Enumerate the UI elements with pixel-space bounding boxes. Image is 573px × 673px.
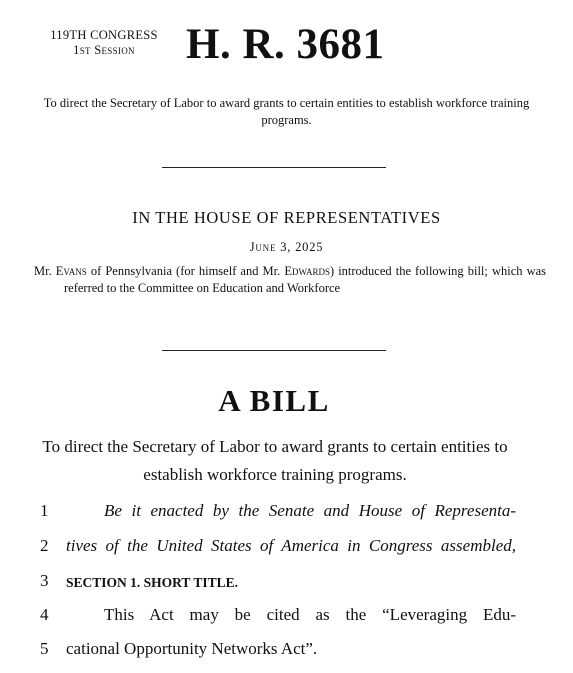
congress-session-block [34,28,174,58]
sponsor-middle: of Pennsylvania (for himself and Mr. [86,264,285,278]
section-text-line: cational Opportunity Networks Act”. [66,639,318,658]
bill-heading: A BILL [218,383,330,418]
section-text-line: This Act may be cited as the “Leveraging Edu- [104,605,516,624]
divider-top [162,167,386,168]
bill-line [0,639,573,673]
introduction-paragraph [34,263,546,297]
divider-bottom [162,350,386,351]
bill-line [0,605,573,639]
bill-number: H. R. 3681 [186,21,385,68]
cosponsor-name: Edwards [284,264,330,278]
bill-line [0,536,573,570]
session-label: 1st Session [73,43,135,57]
line-number: 5 [40,639,49,658]
long-title: To direct the Secretary of Labor to award grants to certain entities to establish workforce training programs. [42,437,508,484]
chamber-heading: IN THE HOUSE OF REPRESENTATIVES [132,208,441,227]
purpose-summary: To direct the Secretary of Labor to award grants to certain entities to establish workforce training programs. [43,96,530,127]
referral-text: ) introduced the following bill; which was referred to the Committee on Education and Workforce [64,264,547,295]
line-number: 2 [40,536,49,555]
line-number: 1 [40,501,49,520]
bill-line [0,501,573,535]
introduction-date: June 3, 2025 [249,240,324,254]
section-heading: SECTION 1. SHORT TITLE. [66,575,238,590]
enacting-clause-line: tives of the United States of America in Congress assembled, [66,536,516,555]
line-number: 3 [40,571,49,590]
sponsor-name: Evans [55,264,87,278]
line-number: 4 [40,605,49,624]
sponsor-prefix: Mr. [34,264,52,278]
congress-label: 119TH CONGRESS [50,28,158,42]
enacting-clause-line: Be it enacted by the Senate and House of Representa- [104,501,516,520]
bill-line [0,571,573,605]
